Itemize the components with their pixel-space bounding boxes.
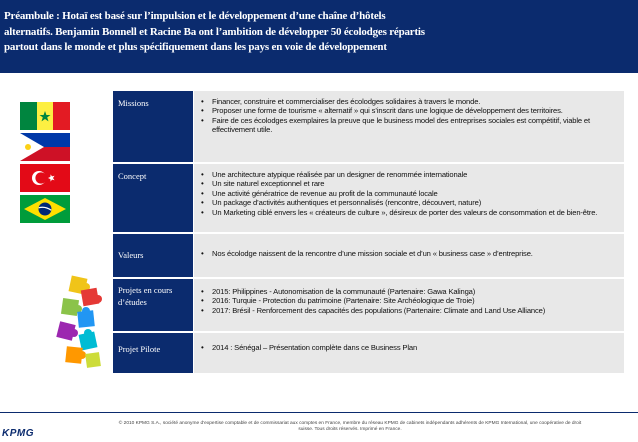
row-content [193, 234, 624, 277]
list-item: • Une architecture atypique réalisée par un designer de renommée internationale [212, 170, 620, 179]
row-content [193, 91, 624, 162]
row-content [193, 164, 624, 232]
table-row-pilote [113, 333, 624, 373]
row-content [193, 333, 624, 373]
turkey-flag-icon [20, 164, 70, 192]
table-row-concept [113, 164, 624, 232]
row-content [193, 279, 624, 331]
puzzle-pieces-icon [52, 275, 114, 375]
list-item: • Financer, construire et commercialiser des écolodges solidaires à travers le monde. [212, 97, 620, 106]
philippines-flag-icon [20, 133, 70, 161]
list-item: • Une activité génératrice de revenue au profit de la communauté locale [212, 189, 620, 198]
row-label: Missions [113, 91, 193, 162]
list-item: • Un Marketing ciblé envers les « créateurs de culture », désireux de porter des valeurs de consommation et de bien-être. [212, 208, 620, 217]
banner-line-1: Préambule : Hotaï est basé sur l’impulsion et le développement d’une chaîne d’hôtels [4, 10, 386, 22]
list-item: • Proposer une forme de tourisme « alternatif » qui s’inscrit dans une logique de développement des territoires. [212, 106, 620, 115]
list-item: • 2016: Turquie - Protection du patrimoine (Partenaire: Site Archéologique de Troie) [212, 296, 620, 305]
list-item: • 2017: Brésil - Renforcement des capacités des populations (Partenaire: Climate and Land Use Alliance) [212, 306, 620, 315]
kpmg-logo [2, 421, 36, 442]
row-label: Concept [113, 164, 193, 232]
brazil-flag-icon [20, 195, 70, 223]
senegal-flag-icon [20, 102, 70, 130]
list-item: • Faire de ces écolodges exemplaires la preuve que le business model des entreprises sociales est compétitif, viable et effectivement utile. [212, 116, 620, 135]
title-banner [0, 0, 638, 73]
banner-line-2: alternatifs. Benjamin Bonnell et Racine Ba ont l’ambition de développer 50 écolodges répartis [4, 25, 425, 38]
logo-text: KPMG [2, 428, 34, 439]
footer-copyright: © 2010 KPMG S.A., société anonyme d’expertise comptable et de commissariat aux comptes en France, membre du réseau KPMG de cabinets indépendants adhérents de KPMG International, une coopérative de droit suisse. Tous droits réservés. Imprimé en France. [118, 421, 582, 432]
row-label: Projets en cours d’études [113, 279, 193, 331]
footer-divider [0, 412, 638, 413]
table-row-valeurs [113, 234, 624, 277]
row-label: Valeurs [113, 234, 193, 277]
banner-line-3: partout dans le monde et plus spécifiquement dans les pays en voie de développement [4, 41, 387, 53]
list-item: • Un package d’activités authentiques et personnalisés (rencontre, découvert, nature) [212, 198, 620, 207]
table-row-projets [113, 279, 624, 331]
list-item: • Un site naturel exceptionnel et rare [212, 179, 620, 188]
list-item: • 2014 : Sénégal – Présentation complète dans ce Business Plan [212, 343, 620, 352]
list-item: • Nos écolodge naissent de la rencontre d’une mission sociale et d’un « business case » d’entreprise. [212, 249, 620, 258]
banner-text [4, 9, 624, 56]
list-item: • 2015: Philippines - Autonomisation de la communauté (Partenaire: Gawa Kalinga) [212, 287, 620, 296]
row-label: Projet Pilote [113, 333, 193, 373]
table-row-missions [113, 91, 624, 162]
